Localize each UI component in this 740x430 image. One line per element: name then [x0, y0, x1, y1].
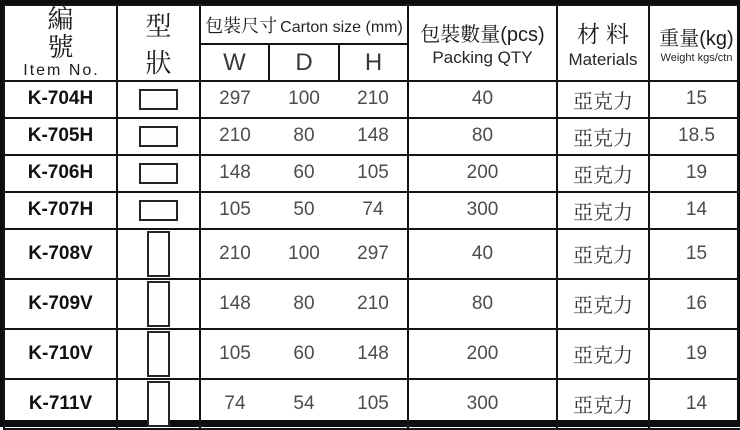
carton-height-cell: 297	[339, 229, 408, 279]
carton-width-cell: 105	[200, 329, 269, 379]
carton-width-cell: 297	[200, 81, 269, 118]
table-header	[4, 5, 740, 81]
header-shape	[117, 5, 200, 81]
header-shape-zh: 型狀	[145, 11, 194, 78]
material-cell: 亞克力	[557, 155, 649, 192]
carton-depth-cell: 80	[269, 279, 339, 329]
vertical-rectangle-icon	[147, 381, 170, 427]
table-row	[4, 329, 740, 379]
material-cell: 亞克力	[557, 81, 649, 118]
item-no-cell: K-705H	[4, 118, 117, 155]
packing-qty-cell: 300	[408, 379, 557, 429]
carton-width-cell: 210	[200, 118, 269, 155]
carton-height-cell: 210	[339, 279, 408, 329]
table-row	[4, 229, 740, 279]
weight-cell: 15	[649, 229, 740, 279]
header-materials-zh: 材料	[577, 21, 635, 47]
carton-height-cell: 148	[339, 329, 408, 379]
carton-depth-cell: 100	[269, 229, 339, 279]
item-no-cell: K-707H	[4, 192, 117, 229]
table-row	[4, 379, 740, 429]
packing-qty-cell: 200	[408, 155, 557, 192]
material-cell: 亞克力	[557, 192, 649, 229]
item-no-cell: K-710V	[4, 329, 117, 379]
header-weight-en: Weight kgs/ctn	[660, 52, 733, 64]
shape-cell	[117, 329, 200, 379]
material-cell: 亞克力	[557, 379, 649, 429]
header-weight-zh: 重量(kg)	[659, 28, 734, 50]
header-carton-size	[200, 5, 408, 44]
carton-depth-cell: 54	[269, 379, 339, 429]
weight-cell: 19	[649, 329, 740, 379]
table-row	[4, 81, 740, 118]
header-col-w: W	[200, 44, 269, 81]
horizontal-rectangle-icon	[139, 89, 178, 110]
carton-height-cell: 210	[339, 81, 408, 118]
header-col-h: H	[339, 44, 408, 81]
carton-height-cell: 148	[339, 118, 408, 155]
header-carton-size-zh: 包裝尺寸	[205, 15, 278, 36]
shape-cell	[117, 192, 200, 229]
weight-cell: 18.5	[649, 118, 740, 155]
table-row	[4, 192, 740, 229]
carton-width-cell: 148	[200, 279, 269, 329]
carton-depth-cell: 80	[269, 118, 339, 155]
weight-cell: 19	[649, 155, 740, 192]
horizontal-rectangle-icon	[139, 200, 178, 221]
packing-qty-cell: 300	[408, 192, 557, 229]
header-packing-qty	[408, 5, 557, 81]
carton-height-cell: 105	[339, 379, 408, 429]
table-row	[4, 279, 740, 329]
vertical-rectangle-icon	[147, 281, 170, 327]
header-item-no-en: Item No.	[23, 61, 100, 79]
table-row	[4, 155, 740, 192]
packing-qty-cell: 40	[408, 229, 557, 279]
material-cell: 亞克力	[557, 118, 649, 155]
material-cell: 亞克力	[557, 279, 649, 329]
header-col-d: D	[269, 44, 339, 81]
header-item-no-zh: 編號	[47, 4, 100, 62]
shape-cell	[117, 379, 200, 429]
weight-cell: 14	[649, 379, 740, 429]
carton-depth-cell: 100	[269, 81, 339, 118]
item-no-cell: K-706H	[4, 155, 117, 192]
shape-cell	[117, 81, 200, 118]
weight-cell: 15	[649, 81, 740, 118]
table-row	[4, 118, 740, 155]
header-materials	[557, 5, 649, 81]
carton-depth-cell: 60	[269, 329, 339, 379]
item-no-cell: K-704H	[4, 81, 117, 118]
header-carton-size-en: Carton size (mm)	[280, 18, 403, 36]
packing-qty-cell: 200	[408, 329, 557, 379]
carton-width-cell: 148	[200, 155, 269, 192]
weight-cell: 14	[649, 192, 740, 229]
header-item-no	[4, 5, 117, 81]
material-cell: 亞克力	[557, 229, 649, 279]
carton-width-cell: 105	[200, 192, 269, 229]
horizontal-rectangle-icon	[139, 126, 178, 147]
material-cell: 亞克力	[557, 329, 649, 379]
carton-width-cell: 74	[200, 379, 269, 429]
carton-depth-cell: 50	[269, 192, 339, 229]
item-no-cell: K-708V	[4, 229, 117, 279]
table-body	[4, 81, 740, 429]
carton-height-cell: 105	[339, 155, 408, 192]
weight-cell: 16	[649, 279, 740, 329]
carton-width-cell: 210	[200, 229, 269, 279]
packing-qty-cell: 80	[408, 279, 557, 329]
header-packing-qty-zh: 包裝數量(pcs)	[420, 24, 545, 46]
vertical-rectangle-icon	[147, 331, 170, 377]
packing-qty-cell: 40	[408, 81, 557, 118]
shape-cell	[117, 279, 200, 329]
shape-cell	[117, 229, 200, 279]
product-spec-table	[3, 4, 740, 430]
header-materials-en: Materials	[568, 50, 638, 69]
shape-cell	[117, 118, 200, 155]
vertical-rectangle-icon	[147, 231, 170, 277]
item-no-cell: K-711V	[4, 379, 117, 429]
item-no-cell: K-709V	[4, 279, 117, 329]
packing-qty-cell: 80	[408, 118, 557, 155]
carton-depth-cell: 60	[269, 155, 339, 192]
shape-cell	[117, 155, 200, 192]
header-packing-qty-en: Packing QTY	[432, 48, 533, 67]
horizontal-rectangle-icon	[139, 163, 178, 184]
header-weight	[649, 5, 740, 81]
carton-height-cell: 74	[339, 192, 408, 229]
